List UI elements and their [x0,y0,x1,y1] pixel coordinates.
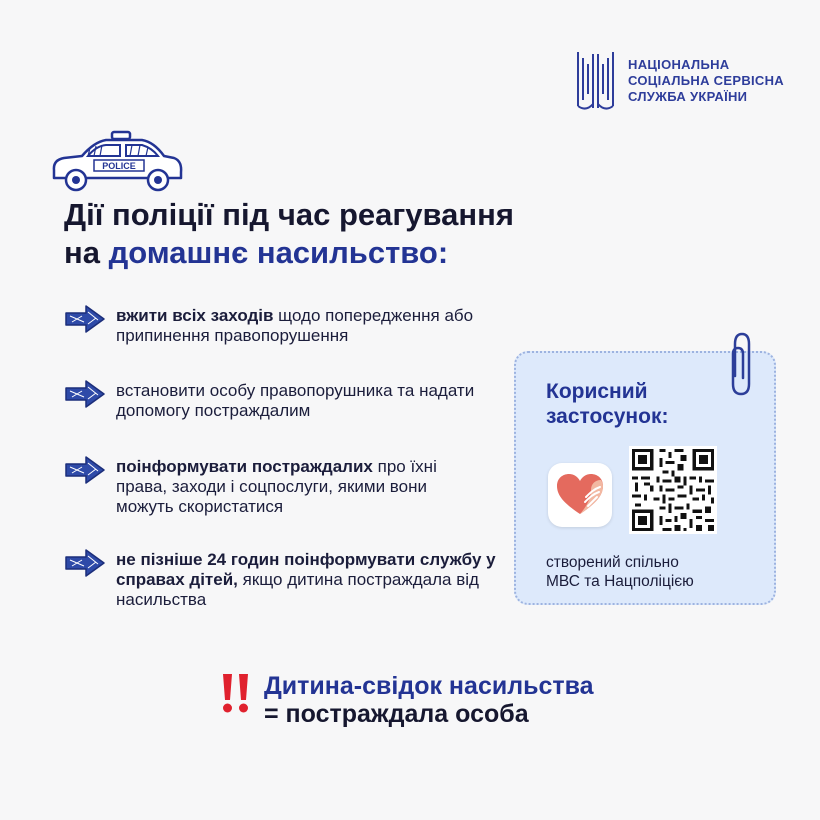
card-caption [546,553,694,591]
card-title [546,379,668,429]
qr-code-icon[interactable] [629,446,717,534]
title-line-2 [64,234,514,272]
heart-wing-app-icon [555,472,605,518]
list-item [64,457,461,517]
list-item-bold: вжити всіх заходів [116,306,274,325]
page-title [64,196,514,272]
logo-line-3: СЛУЖБА УКРАЇНИ [628,89,748,104]
card-caption-line-1: створений спільно [546,554,679,571]
police-label: POLICE [102,161,136,171]
bottom-line-1: Дитина-свідок насильства [264,672,594,700]
logo-text [628,57,784,105]
double-exclamation-icon [218,672,254,714]
title-accent: домашнє насильство: [108,235,449,270]
police-car-illustration [50,130,184,197]
arrow-right-icon [64,379,106,409]
list-item-rest: про їхні права, заходи і соцпослуги, якими вони можуть скористатися [116,457,437,516]
list-item-text [116,381,486,421]
list-item [64,306,516,346]
logo-line-2: СОЦІАЛЬНА СЕРВІСНА [628,73,784,88]
arrow-right-icon [64,455,106,485]
list-item [64,550,496,610]
title-line-1: Дії поліції під час реагування [64,197,514,232]
arrow-right-icon [64,304,106,334]
list-item-bold: поінформувати постраждалих [116,457,373,476]
bottom-line-2: = постраждала особа [264,700,529,728]
app-icon-tile[interactable] [548,463,612,527]
list-item-text [116,550,496,610]
card-caption-line-2: МВС та Нацполіцією [546,573,694,590]
card-title-line-1: Корисний [546,380,648,403]
arrow-right-icon [64,548,106,578]
nssu-logo [574,48,784,114]
list-item-text [116,306,516,346]
list-item [64,381,486,421]
list-item-rest: якщо дитина постраждала від насильства [116,570,479,609]
card-title-line-2: застосунок: [546,405,669,428]
trident-emblem-icon [574,48,618,114]
list-item-rest: встановити особу правопорушника та надати допомогу постраждалим [116,381,475,420]
paperclip-icon [726,330,756,400]
bottom-statement [218,672,594,728]
title-line-2-prefix: на [64,235,109,270]
list-item-text [116,457,461,517]
police-car-icon [50,130,184,192]
list-item-rest: щодо попередження або припинення правопорушення [116,306,474,345]
logo-line-1: НАЦІОНАЛЬНА [628,57,730,72]
list-item-bold: не пізніше 24 годин поінформувати службу у справах дітей, [116,550,496,589]
bottom-text [264,672,594,728]
